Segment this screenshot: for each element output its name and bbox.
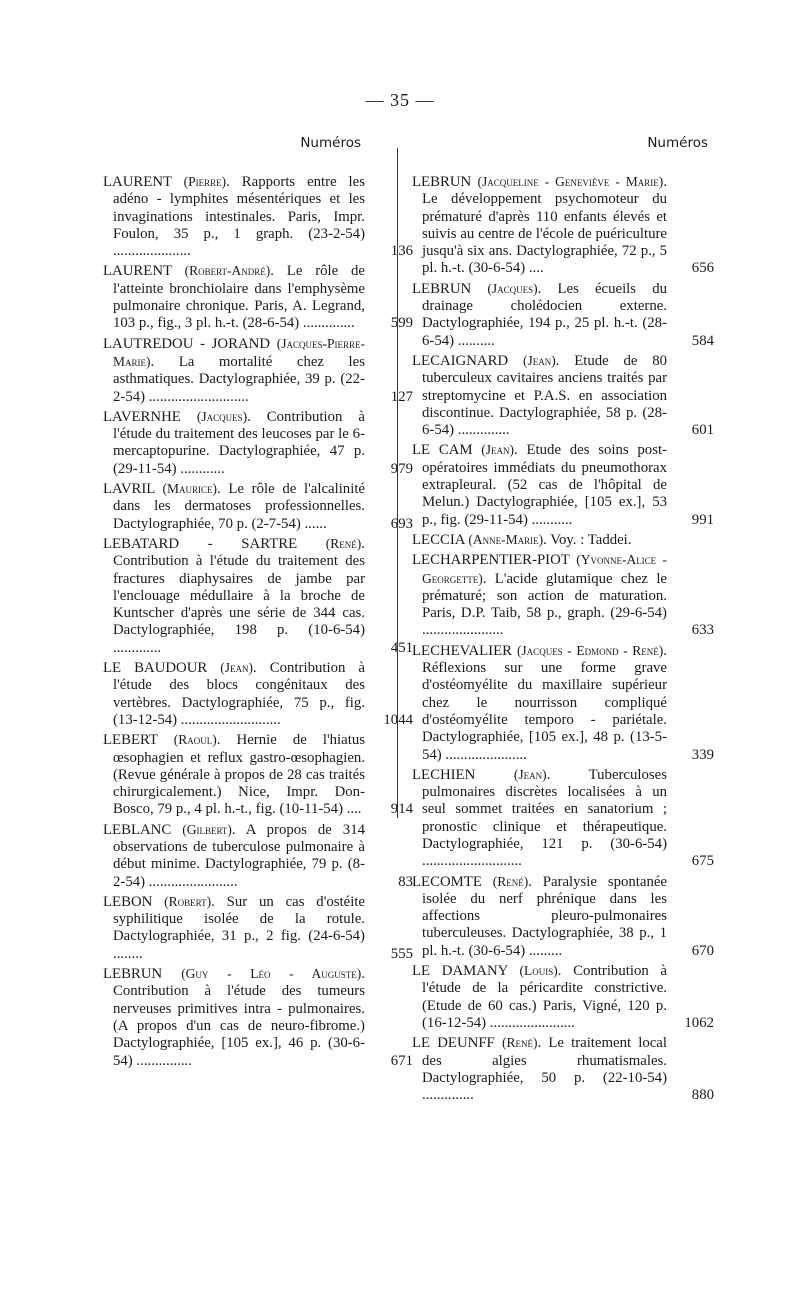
entry-description: . La mortalité chez les asthmatiques. Dactylographiée, 39 p. (22-2-54) ........................... [113,353,365,405]
bibliography-entry [412,352,714,439]
author-surname: LAUTREDOU - JORAND [103,335,271,352]
author-surname: LAURENT [103,174,172,190]
author-given-name: (Raoul) [173,732,217,748]
entry-number: 136 [390,243,413,260]
bibliography-entry [412,766,714,871]
author-surname: LEBLANC [103,821,172,838]
author-given-name: (Jean) [220,660,254,676]
author-surname: LE BAUDOUR [103,660,208,677]
left-column-header: Numéros [300,135,361,151]
author-surname: LAVRIL [103,481,155,498]
entry-number: 555 [390,945,413,962]
author-given-name: (René) [492,873,529,889]
left-column [103,135,413,1072]
entry-description: . Hernie de l'hiatus œsophagien et reflux gastro-œsophagien. (Revue générale à propos de 28 cas traités chirurgicalement.) Nice, Impr. Don-Bosco, 79 p., 4 pl. h.-t., fig. (10-11-54) .... [113,732,365,818]
right-entry-list [412,173,714,1104]
entry-number: 1044 [383,711,413,728]
bibliography-entry [103,965,413,1070]
bibliography-entry [103,821,413,891]
entry-description: . Sur un cas d'ostéite syphilitique isolée de la rotule. Dactylographiée, 31 p., 2 fig. (24-6-54) ........ [113,893,365,962]
author-given-name: (Jean) [481,442,515,458]
bibliography-entry [412,873,714,960]
entry-description: . Etude des soins post-opératoires immédiats du pneumothorax extrapleural. (52 cas de l'hôpital de Melun.) Dactylographiée, [105 ex.], 53 p., fig. (29-11-54) ........... [422,442,667,528]
entry-number: 451 [390,639,413,656]
right-column [412,135,714,1106]
author-given-name: (Jacqueline - Geneviève - Marie) [477,174,664,189]
bibliography-entry [103,173,413,260]
bibliography-entry [412,531,667,549]
page-number: — 35 — [365,90,435,110]
author-surname: LECHIEN [412,766,476,783]
author-given-name: (Pierre) [183,174,227,189]
author-surname: LEBRUN [412,280,472,297]
entry-description: . Réflexions sur une forme grave d'ostéomyélite du maxillaire supérieur chez le nourrisson compliqué d'ostéomyélite temporo - pariétale. Dactylographiée, [105 ex.], 48 p. (13-5-54) ...................... [422,642,667,763]
entry-description: . Contribution à l'étude des tumeurs nerveuses primitives intra - pulmonaires. (A propos d'un cas de neuro-fibrome.) Dactylographiée, [105 ex.], 46 p. (30-6-54) ............... [113,966,365,1069]
entry-number: 979 [390,460,413,477]
author-given-name: (Guy - Léo - Auguste) [181,966,362,982]
author-surname: LECHARPENTIER-PIOT [412,552,570,569]
entry-number: 127 [390,388,413,405]
bibliography-entry [412,173,714,278]
entry-number: 601 [691,422,714,439]
bibliography-entry [103,408,413,478]
bibliography-entry [412,1034,714,1104]
author-given-name: (René) [501,1035,538,1051]
entry-description: . Le développement psychomoteur du prématuré d'après 110 enfants élevés et suivis au centre de l'école de puériculture jusqu'à six ans. Dactylographiée, 72 p., 5 pl. h.-t. (30-6-54) .... [422,174,668,277]
bibliography-entry [103,335,413,406]
entry-number: 675 [691,853,714,870]
author-surname: LECOMTE [412,873,482,890]
bibliography-entry [103,262,413,332]
bibliography-entry [103,480,413,533]
left-entry-list [103,173,413,1070]
bibliography-entry [103,535,413,657]
author-given-name: (Maurice) [162,481,217,497]
author-surname: LEBON [103,893,153,910]
author-surname: LEBRUN [412,174,472,190]
author-surname: LE DAMANY [412,963,508,980]
entry-number: 83 [398,873,413,890]
entry-number: 1062 [684,1014,714,1031]
bibliography-entry [412,441,714,528]
author-given-name: (Yvonne-Alice - Georgette) [422,552,667,586]
entry-description: . Contribution à l'étude du traitement des fractures diaphysaires de jambe par l'enclouage médullaire à la broche de Kuntscher d'après une série de 344 cas. Dactylographiée, 198 p. (10-6-54) ............. [113,535,365,656]
entry-number: 914 [390,801,413,818]
bibliography-entry [412,642,714,764]
author-surname: LECCIA [412,531,465,548]
entry-description: . Le rôle de l'atteinte bronchiolaire dans l'emphysème pulmonaire chronique. Paris, A. Legrand, 103 p., fig., 3 pl. h.-t. (28-6-54) .............. [113,263,365,332]
bibliography-entry [103,731,413,818]
author-given-name: (Robert-André) [184,263,271,279]
author-surname: LEBRUN [103,966,163,983]
entry-number: 671 [390,1052,413,1069]
author-given-name: (Jean) [513,766,547,782]
entry-number: 656 [691,260,714,277]
entry-number: 991 [691,511,714,528]
author-given-name: (Gilbert) [182,821,232,837]
entry-number: 633 [691,622,714,639]
entry-number: 670 [691,942,714,959]
entry-description: . Tuberculoses pulmonaires discrètes localisées à un seul sommet traitées en sanatorium ; pronostic clinique et thérapeutique. Dactylographiée, 121 p. (30-6-54) ........................... [422,766,667,870]
entry-description: . Le rôle de l'alcalinité dans les dermatoses professionnelles. Dactylographiée, 70 p. (2-7-54) ...... [113,481,365,532]
entry-number: 880 [691,1087,714,1104]
entry-description: . Les écueils du drainage cholédocien externe. Dactylographiée, 194 p., 25 pl. h.-t. (28-6-54) .......... [422,280,667,349]
author-surname: LE DEUNFF [412,1035,495,1052]
author-given-name: (Jacques) [487,280,538,296]
bibliography-entry [103,659,413,729]
entry-description: . L'acide glutamique chez le prématuré; son action de maturation. Paris, D.P. Taib, 58 p., graph. (29-6-54) ...................... [422,570,667,639]
bibliography-entry [412,280,714,350]
author-surname: LEBERT [103,732,158,749]
entry-description: . Rapports entre les adéno - lymphites mésentériques et les invaginations intestinales. Paris, Impr. Foulon, 35 p., 1 graph. (23-2-54) ..................... [113,174,365,260]
entry-description: . Contribution à l'étude du traitement des leucoses par le 6-mercaptopurine. Dactylographiée, 47 p. (29-11-54) ............ [113,408,365,477]
author-surname: LE CAM [412,442,473,459]
author-surname: LECHEVALIER [412,642,513,659]
author-given-name: (Louis) [519,963,558,979]
bibliography-entry [103,893,413,963]
author-given-name: (Anne-Marie) [468,531,544,547]
entry-description: . Contribution à l'étude des blocs congénitaux des vertèbres. Dactylographiée, 75 p., fig. (13-12-54) ........................... [113,660,365,728]
author-given-name: (Jacques-Pierre-Marie) [113,335,365,369]
bibliography-entry [412,551,714,639]
entry-number: 693 [390,515,413,532]
author-given-name: (Robert) [164,893,212,909]
right-column-header: Numéros [647,135,708,151]
author-surname: LEBATARD - SARTRE [103,535,298,552]
entry-description: . Voy. : Taddei. [543,531,632,548]
author-given-name: (Jacques) [196,408,248,424]
entry-number: 584 [691,332,714,349]
entry-description: . Contribution à l'étude de la péricardite constrictive. (Etude de 60 cas.) Paris, Vigné, 120 p. (16-12-54) ....................... [422,963,667,1031]
author-given-name: (Jean) [522,352,556,368]
entry-number: 339 [691,746,714,763]
author-surname: LAURENT [103,263,172,280]
author-given-name: (René) [325,535,362,551]
entry-description: . A propos de 314 observations de tuberculose pulmonaire à début minime. Dactylographiée, 79 p. (8-2-54) ........................ [113,821,365,890]
author-surname: LECAIGNARD [412,352,509,369]
author-surname: LAVERNHE [103,408,181,425]
entry-description: . Paralysie spontanée isolée du nerf phrénique dans les affections pleuro-pulmonaires tuberculeuses. Dactylographiée, 38 p., 1 pl. h.-t. (30-6-54) ......... [422,873,667,959]
entry-description: . Etude de 80 tuberculeux cavitaires anciens traités par streptomycine et P.A.S. en association discontinue. Dactylographiée, 58 p. (28-6-54) .............. [422,352,668,439]
bibliography-entry [412,962,714,1032]
entry-number: 599 [390,315,413,332]
author-given-name: (Jacques - Edmond - René) [516,642,664,658]
entry-description: . Le traitement local des algies rhumatismales. Dactylographiée, 50 p. (22-10-54) .............. [422,1035,667,1104]
